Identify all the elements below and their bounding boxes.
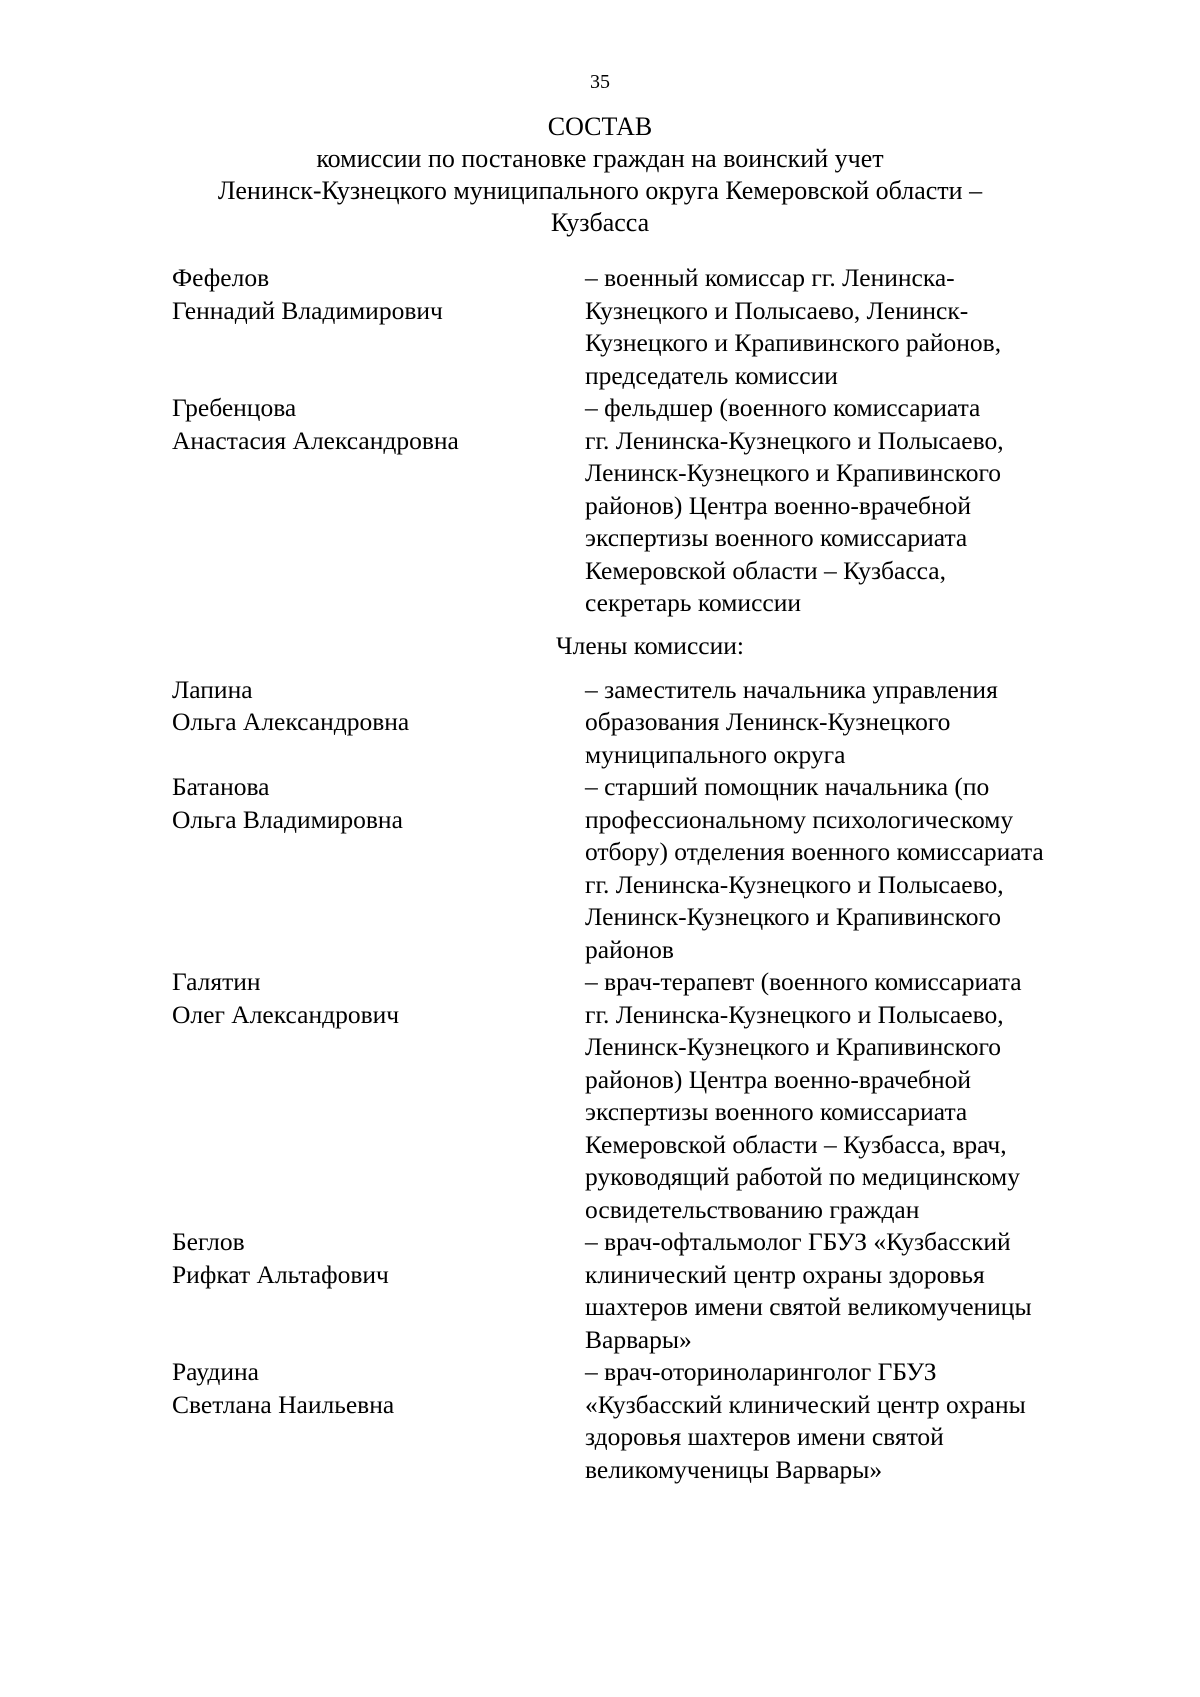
role-line: – врач-терапевт (военного комиссариата (585, 967, 1022, 996)
member-surname: Беглов (172, 1227, 245, 1256)
member-given-name: Геннадий Владимирович (172, 295, 443, 325)
document-heading (0, 111, 1200, 239)
role-line: «Кузбасский клинический центр охраны (585, 1389, 1026, 1419)
heading-line: Ленинск-Кузнецкого муниципального округа Кемеровской области – (217, 176, 983, 205)
role-line: Ленинск-Кузнецкого и Крапивинского (585, 458, 1002, 487)
member-given-name: Олег Александрович (172, 999, 400, 1029)
member-name (0, 392, 585, 620)
roster-entry (0, 392, 1200, 620)
role-line: муниципального округа (585, 739, 846, 769)
member-role (585, 1356, 1105, 1486)
roster-entry (0, 674, 1200, 772)
role-line: – врач-оториноларинголог ГБУЗ (585, 1357, 937, 1386)
role-line: секретарь комиссии (585, 588, 802, 617)
roster-entry (0, 966, 1200, 1226)
member-name (0, 771, 585, 966)
member-name (0, 966, 585, 1226)
heading-line: Кузбасса (550, 208, 650, 237)
page-number: 35 (590, 71, 610, 93)
member-name (0, 1226, 585, 1356)
member-given-name: Анастасия Александровна (172, 425, 459, 455)
members-heading: Члены комиссии: (556, 630, 744, 660)
role-line: образования Ленинск-Кузнецкого (585, 707, 951, 736)
member-surname: Лапина (172, 674, 253, 704)
member-role (585, 392, 1105, 620)
roster-entry (0, 1356, 1200, 1486)
role-line: районов (585, 934, 674, 964)
member-given-name: Светлана Наильевна (172, 1389, 395, 1419)
role-line: Кемеровской области – Кузбасса, (585, 555, 946, 585)
role-line: великомученицы Варвары» (585, 1454, 883, 1484)
role-line: экспертизы военного комиссариата (585, 523, 968, 552)
role-line: председатель комиссии (585, 360, 838, 390)
heading-title: СОСТАВ (547, 112, 653, 141)
roster-entry (0, 262, 1200, 392)
role-line: отбору) отделения военного комиссариата (585, 837, 1044, 866)
member-role (585, 674, 1105, 772)
member-surname: Галятин (172, 967, 261, 996)
role-line: здоровья шахтеров имени святой (585, 1422, 944, 1451)
commission-roster (0, 262, 1200, 1486)
role-line: освидетельствованию граждан (585, 1194, 920, 1224)
member-given-name: Ольга Александровна (172, 707, 410, 736)
role-line: – врач-офтальмолог ГБУЗ «Кузбасский (585, 1227, 1011, 1256)
role-line: Ленинск-Кузнецкого и Крапивинского (585, 1032, 1002, 1061)
role-line: районов) Центра военно-врачебной (585, 490, 972, 520)
role-line: – старший помощник начальника (по (585, 772, 990, 801)
member-role (585, 966, 1105, 1226)
role-line: – военный комиссар гг. Ленинска- (585, 263, 955, 292)
role-line: Кузнецкого и Крапивинского районов, (585, 328, 1002, 357)
role-line: руководящий работой по медицинскому (585, 1162, 1020, 1191)
member-surname: Гребенцова (172, 393, 297, 422)
role-line: – заместитель начальника управления (585, 674, 998, 704)
role-line: шахтеров имени святой великомученицы (585, 1292, 1032, 1321)
role-line: гг. Ленинска-Кузнецкого и Полысаево, (585, 425, 1004, 455)
role-line: районов) Центра военно-врачебной (585, 1064, 972, 1094)
member-name (0, 1356, 585, 1486)
role-line: Ленинск-Кузнецкого и Крапивинского (585, 902, 1002, 931)
member-given-name: Рифкат Альтафович (172, 1259, 389, 1289)
role-line: экспертизы военного комиссариата (585, 1097, 968, 1126)
member-name (0, 262, 585, 392)
member-given-name: Ольга Владимировна (172, 804, 403, 834)
member-surname: Раудина (172, 1357, 259, 1386)
member-role (585, 771, 1105, 966)
role-line: гг. Ленинска-Кузнецкого и Полысаево, (585, 999, 1004, 1029)
roster-entry (0, 1226, 1200, 1356)
role-line: гг. Ленинска-Кузнецкого и Полысаево, (585, 869, 1004, 899)
role-line: клинический центр охраны здоровья (585, 1259, 985, 1289)
member-surname: Батанова (172, 772, 270, 801)
role-line: профессиональному психологическому (585, 804, 1014, 834)
role-line: – фельдшер (военного комиссариата (585, 393, 981, 422)
role-line: Варвары» (585, 1324, 692, 1354)
role-line: Кемеровской области – Кузбасса, врач, (585, 1129, 1007, 1159)
member-role (585, 1226, 1105, 1356)
role-line: Кузнецкого и Полысаево, Ленинск- (585, 295, 969, 325)
member-name (0, 674, 585, 772)
member-role (585, 262, 1105, 392)
member-surname: Фефелов (172, 263, 270, 292)
roster-entry (0, 771, 1200, 966)
heading-line: комиссии по постановке граждан на воинский учет (316, 144, 884, 173)
